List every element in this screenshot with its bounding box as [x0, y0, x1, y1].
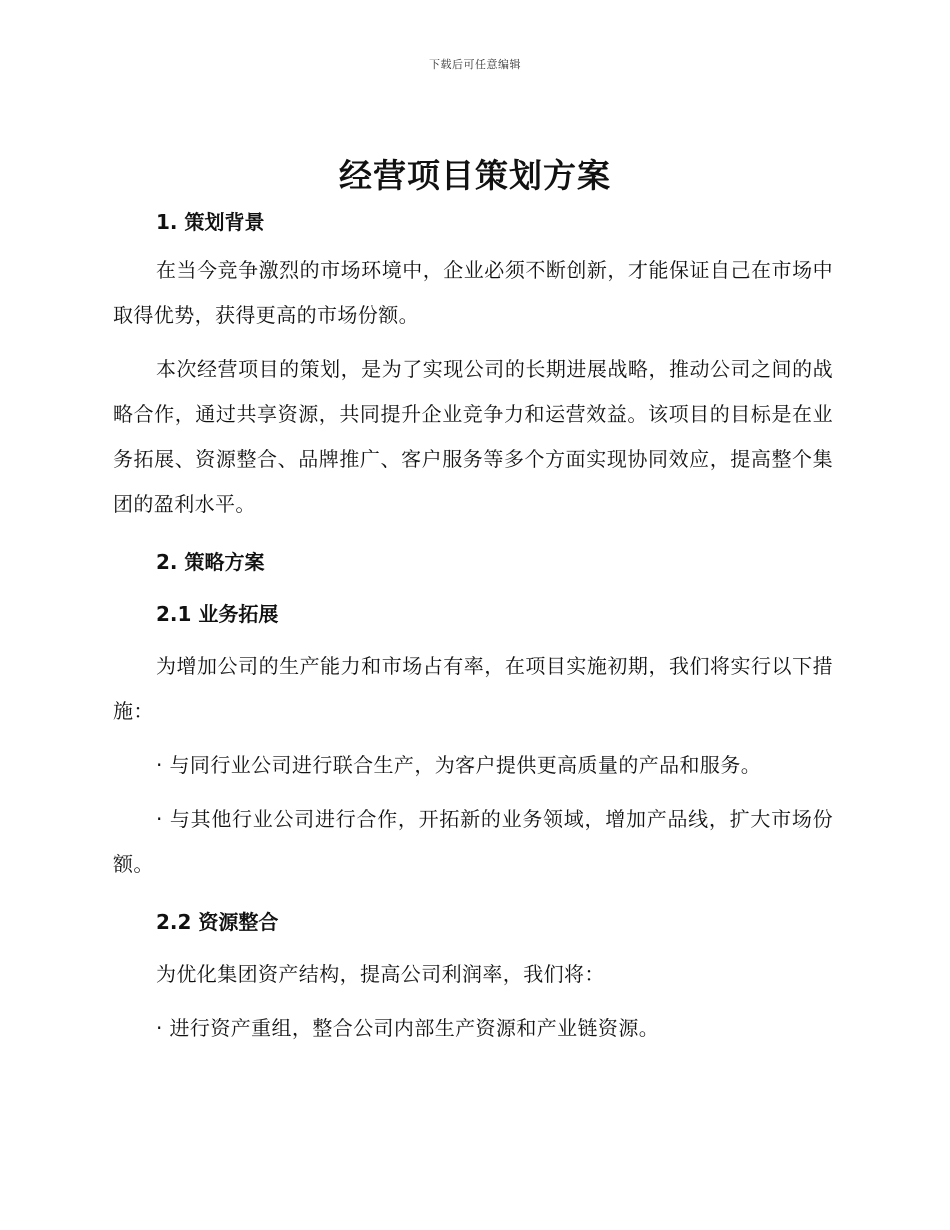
section-heading-strategy: 2. 策略方案 [156, 550, 265, 574]
bullet-item-joint-production: · 与同行业公司进行联合生产，为客户提供更高质量的产品和服务。 [156, 753, 762, 777]
bullet-item-cross-industry-cooperation: · 与其他行业公司进行合作，开拓新的业务领域，增加产品线，扩大市场份额。 [113, 807, 833, 876]
bullet-item-asset-restructuring: · 进行资产重组，整合公司内部生产资源和产业链资源。 [156, 1016, 660, 1040]
paragraph-business-expansion-intro: 为增加公司的生产能力和市场占有率，在项目实施初期，我们将实行以下措施： [113, 654, 833, 723]
document-body [113, 205, 833, 1051]
section-heading-background: 1. 策划背景 [156, 210, 265, 234]
subsection-heading-resource-integration: 2.2 资源整合 [156, 910, 279, 934]
subsection-heading-business-expansion: 2.1 业务拓展 [156, 602, 279, 626]
paragraph-resource-integration-intro: 为优化集团资产结构，提高公司利润率，我们将： [156, 962, 605, 986]
paragraph-background-2: 本次经营项目的策划，是为了实现公司的长期进展战略，推动公司之间的战略合作，通过共享资源，共同提升企业竞争力和运营效益。该项目的目标是在业务拓展、资源整合、品牌推广、客户服务等多个方面实现协同效应，提高整个集团的盈利水平。 [113, 357, 833, 516]
paragraph-background-1: 在当今竞争激烈的市场环境中，企业必须不断创新，才能保证自己在市场中取得优势，获得更高的市场份额。 [113, 258, 833, 327]
header-note: 下载后可任意编辑 [429, 58, 521, 71]
document-title: 经营项目策划方案 [339, 156, 611, 195]
